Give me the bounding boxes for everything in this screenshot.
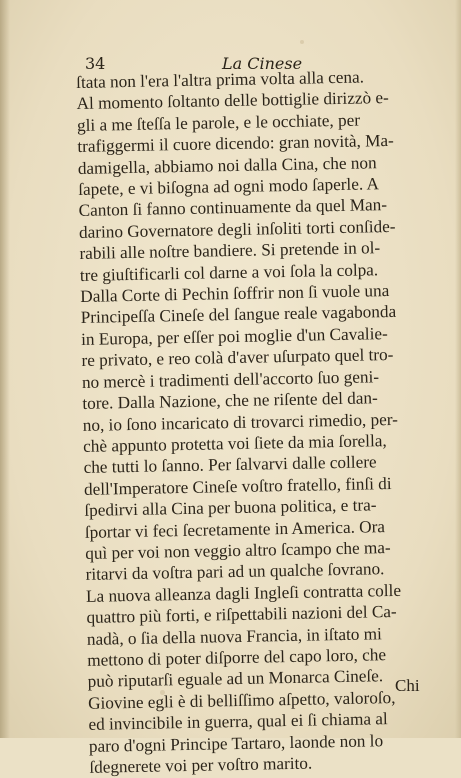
text-line: Al momento ſoltanto delle bottiglie dirizzò e- [76, 88, 389, 114]
text-line: trafiggermi il cuore dicendo: gran novità, Ma- [77, 131, 394, 157]
catchword: Chi [395, 676, 420, 695]
text-line: ſportar vi feci ſecretamente in America. Ora [84, 516, 386, 542]
text-line: che tutti lo ſanno. Per ſalvarvi dalle collere [83, 452, 377, 478]
text-line: quì per voi non veggio altro ſcampo che ma- [85, 537, 391, 563]
text-line: Principeſſa Cineſe del ſangue reale vagabonda [80, 302, 397, 328]
text-line: può riputarſi eguale ad un Monarca Cineſe. [87, 666, 384, 692]
text-line: ſapete, e vi biſogna ad ogni modo ſaperle. A [78, 174, 380, 200]
text-line: ſtata non l'era l'altra prima volta alla cena. [76, 67, 365, 92]
text-line: Dalla Corte di Pechin ſoffrir non ſi vuole una [80, 281, 390, 307]
text-line: gli a me ſteſſa le parole, e le occhiate, per [76, 110, 361, 135]
text-line: ſdegnerete voi per voſtro marito. [89, 753, 313, 777]
text-line: in Europa, per eſſer poi moglie d'un Cavalie- [80, 323, 388, 349]
text-line: tore. Dalla Nazione, che ne riſente del dan- [82, 388, 378, 414]
text-line: ſpedirvi alla Cina per buona politica, e tra- [84, 495, 377, 521]
text-line: re privato, e reo colà d'aver uſurpato quel tro- [81, 345, 394, 371]
text-line: tre giuſtificarli col darne a voi ſola la colpa. [79, 259, 379, 285]
text-line: dell'Imperatore Cineſe voſtro fratello, finſi di [83, 473, 392, 499]
foxing-spot [300, 40, 304, 44]
text-line: darino Governatore degli inſoliti torti conſide- [78, 216, 396, 242]
text-line: paro d'ogni Principe Tartaro, laonde non lo [88, 730, 384, 756]
text-line: no mercè i tradimenti dell'accorto ſuo geni- [81, 366, 380, 392]
page-edge [455, 0, 461, 738]
text-line: quattro più forti, e riſpettabili nazioni del Ca- [86, 602, 397, 628]
page-number: 34 [85, 54, 106, 73]
text-line: La nuova alleanza dagli Ingleſi contratta colle [85, 580, 402, 606]
text-line: Giovine egli è di belliſſimo aſpetto, valoroſo, [87, 687, 396, 713]
binding-shadow [0, 0, 10, 738]
body-text [76, 65, 449, 778]
text-line: mettono di poter diſporre del capo loro, che [87, 645, 387, 670]
text-line: ritarvi da voſtra pari ad un qualche ſovrano. [85, 559, 385, 585]
running-head: La Cinese [222, 54, 303, 73]
text-line: Canton ſi fanno continuamente da quel Man- [78, 195, 388, 221]
text-line: no, io ſono incaricato di trovarci rimedio, per- [82, 409, 399, 435]
text-line: chè appunto protetta voi ſiete da mia ſorella, [83, 431, 387, 456]
text-line: nadà, o ſia della nuova Francia, in iſtato mi [86, 623, 382, 649]
text-line: damigella, abbiamo noi dalla Cina, che non [77, 152, 377, 178]
text-line: rabili alle noſtre bandiere. Si pretende in ol- [79, 238, 381, 264]
text-line: ed invincibile in guerra, qual ei ſi chiama al [88, 709, 388, 735]
